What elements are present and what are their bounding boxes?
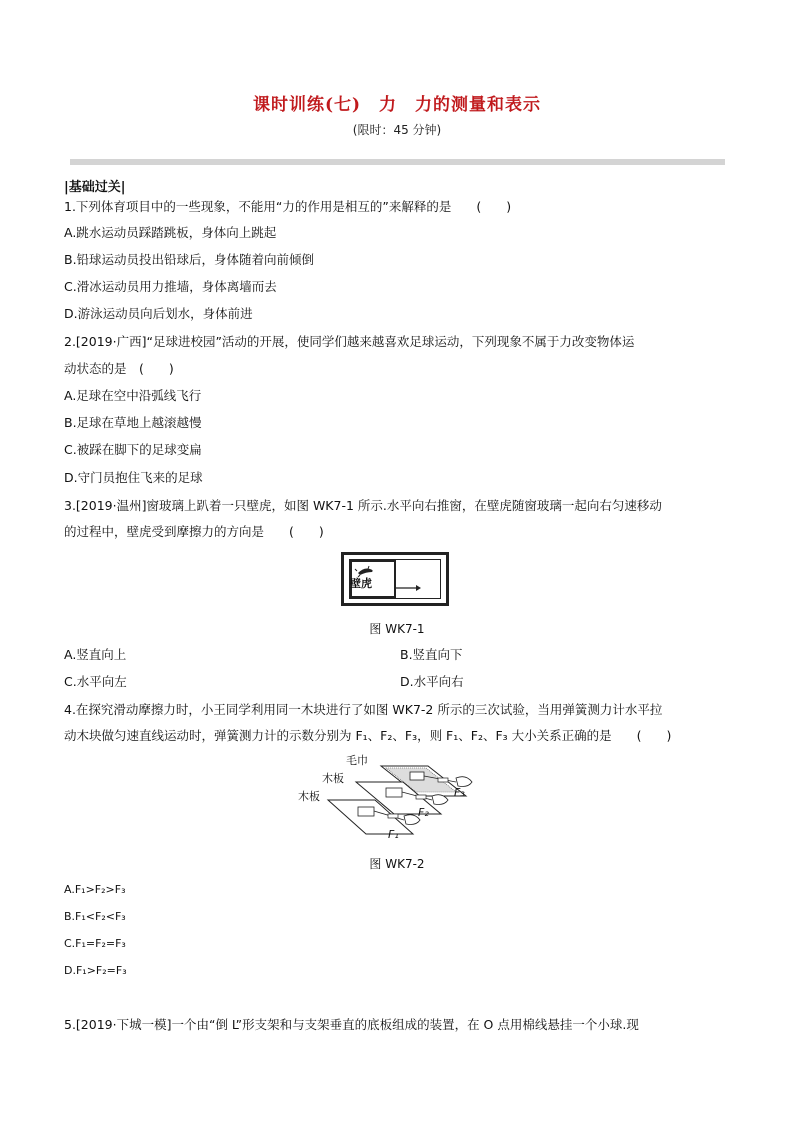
q2-option-d: D.守门员抱住飞来的足球 <box>64 470 203 485</box>
q4-option-b: B.F₁<F₂<F₃ <box>64 910 126 923</box>
q1-option-c: C.滑冰运动员用力推墙，身体离墙而去 <box>64 279 277 294</box>
q4-option-c: C.F₁=F₂=F₃ <box>64 937 126 950</box>
q5-stem-line1: 5.[2019·下城一模]一个由“倒 L”形支架和与支架垂直的底板组成的装置，在 O 点用棉线悬挂一个小球.现 <box>64 1017 639 1032</box>
q1-stem: 1.下列体育项目中的一些现象，不能用“力的作用是相互的”来解释的是 ( ) <box>64 199 512 214</box>
q4-stem-line1: 4.在探究滑动摩擦力时，小王同学利用同一木块进行了如图 WK7-2 所示的三次试验，当用弹簧测力计水平拉 <box>64 702 663 717</box>
q3-option-a: A.竖直向上 <box>64 647 127 662</box>
friction-experiment-figure <box>298 752 496 844</box>
q3-stem-line2: 的过程中，壁虎受到摩擦力的方向是 ( ) <box>64 524 324 539</box>
q3-option-d: D.水平向右 <box>400 674 464 689</box>
q1-option-a: A.跳水运动员踩踏跳板，身体向上跳起 <box>64 225 277 240</box>
q1-option-b: B.铅球运动员投出铅球后，身体随着向前倾倒 <box>64 252 315 267</box>
figure-caption-wk7-2: 图 WK7-2 <box>369 857 425 871</box>
q3-stem-line1: 3.[2019·温州]窗玻璃上趴着一只壁虎，如图 WK7-1 所示.水平向右推窗，在壁虎随窗玻璃一起向右匀速移动 <box>64 498 662 513</box>
q2-stem-line2: 动状态的是 ( ) <box>64 361 174 376</box>
window-gecko-figure <box>341 552 449 606</box>
section-heading: |基础过关| <box>64 180 126 195</box>
label-board-bottom: 木板 <box>298 790 320 803</box>
q4-option-d: D.F₁>F₂=F₃ <box>64 964 127 977</box>
page-title: 课时训练(七) 力 力的测量和表示 <box>252 95 542 115</box>
friction-setup-diagram <box>306 752 496 844</box>
q2-option-b: B.足球在草地上越滚越慢 <box>64 415 202 430</box>
label-f1: F₁ <box>388 828 399 841</box>
figure-caption-wk7-1: 图 WK7-1 <box>369 622 425 636</box>
q2-option-c: C.被踩在脚下的足球变扁 <box>64 442 202 457</box>
q2-stem-line1: 2.[2019·广西]“足球进校园”活动的开展，使同学们越来越喜欢足球运动，下列现象不属于力改变物体运 <box>64 334 635 349</box>
label-board-middle: 木板 <box>322 772 344 785</box>
label-towel: 毛巾 <box>346 754 368 767</box>
header-divider <box>70 159 725 165</box>
q2-option-a: A.足球在空中沿弧线飞行 <box>64 388 202 403</box>
label-f2: F₂ <box>418 806 429 819</box>
gecko-label: 壁虎 <box>350 577 372 590</box>
q4-option-a: A.F₁>F₂>F₃ <box>64 883 126 896</box>
q1-option-d: D.游泳运动员向后划水，身体前进 <box>64 306 253 321</box>
q4-stem-line2: 动木块做匀速直线运动时，弹簧测力计的示数分别为 F₁、F₂、F₃，则 F₁、F₂、F₃ 大小关系正确的是 ( ) <box>64 728 672 743</box>
q3-option-c: C.水平向左 <box>64 674 127 689</box>
label-f3: F₃ <box>454 786 465 799</box>
q3-option-b: B.竖直向下 <box>400 647 463 662</box>
time-limit: (限时：45 分钟) <box>352 123 442 137</box>
